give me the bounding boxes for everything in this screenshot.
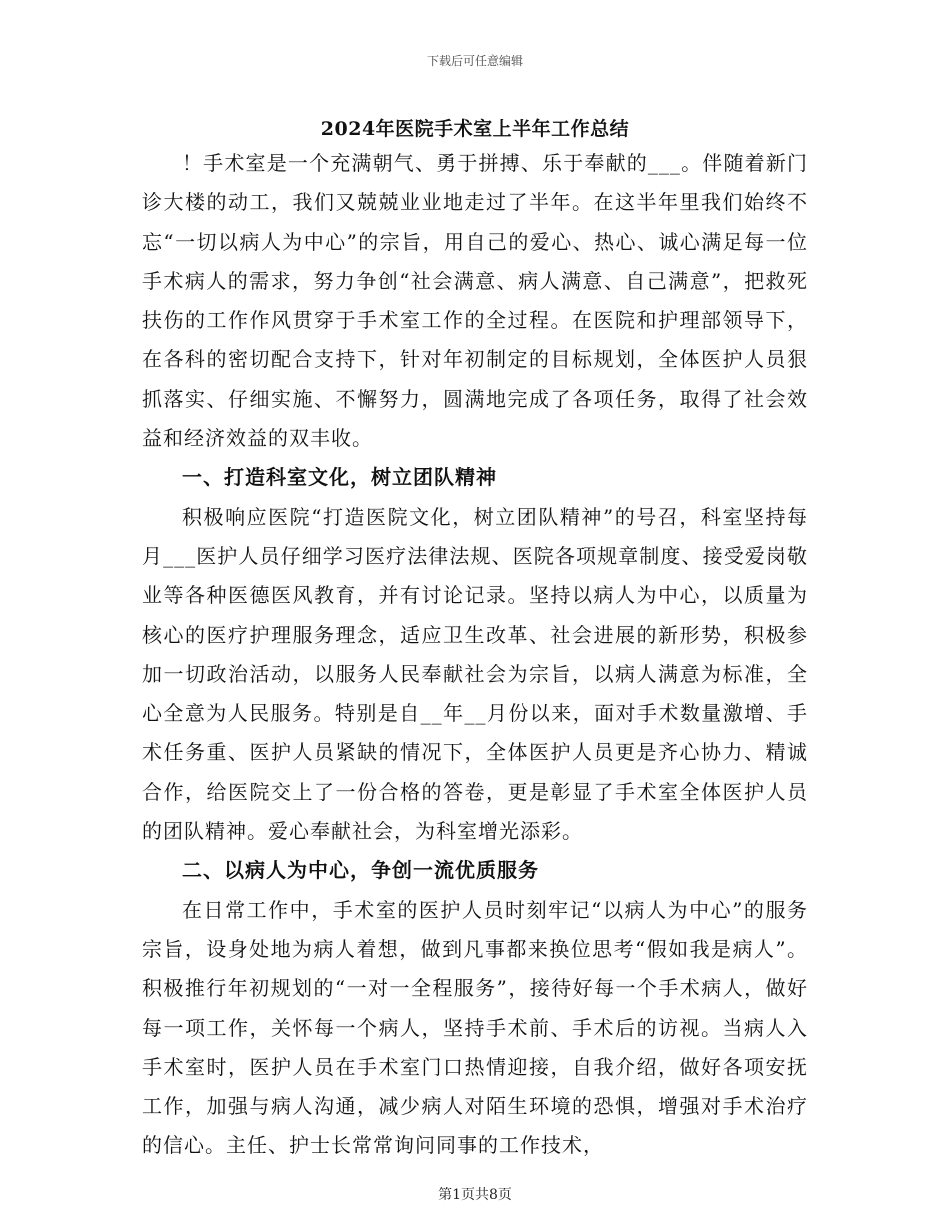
- section-1-paragraph: 积极响应医院“打造医院文化，树立团队精神”的号召，科室坚持每月___医护人员仔细学习医疗法律法规、医院各项规章制度、接受爱岗敬业等各种医德医风教育，并有讨论记录。坚持以病人为中心，以质量为核心的医疗护理服务理念，适应卫生改革、社会进展的新形势，积极参加一切政治活动，以服务人民奉献社会为宗旨，以病人满意为标准，全心全意为人民服务。特别是自__年__月份以来，面对手术数量激增、手术任务重、医护人员紧缺的情况下，全体医护人员更是齐心协力、精诚合作，给医院交上了一份合格的答卷，更是彰显了手术室全体医护人员的团队精神。爱心奉献社会，为科室增光添彩。: [142, 504, 808, 844]
- section-2-paragraph: 在日常工作中，手术室的医护人员时刻牢记“以病人为中心”的服务宗旨，设身处地为病人着想，做到凡事都来换位思考“假如我是病人”。积极推行年初规划的“一对一全程服务”，接待好每一个手术病人，做好每一项工作，关怀每一个病人，坚持手术前、手术后的访视。当病人入手术室时，医护人员在手术室门口热情迎接，自我介绍，做好各项安抚工作，加强与病人沟通，减少病人对陌生环境的恐惧，增强对手术治疗的信心。主任、护士长常常询问同事的工作技术，: [142, 897, 808, 1158]
- section-1-heading: 一、打造科室文化，树立团队精神: [182, 465, 497, 490]
- intro-paragraph: ！手术室是一个充满朝气、勇于拼搏、乐于奉献的___。伴随着新门诊大楼的动工，我们又兢兢业业地走过了半年。在这半年里我们始终不忘“一切以病人为中心”的宗旨，用自己的爱心、热心、诚心满足每一位手术病人的需求，努力争创“社会满意、病人满意、自己满意”，把救死扶伤的工作作风贯穿于手术室工作的全过程。在医院和护理部领导下，在各科的密切配合支持下，针对年初制定的目标规划，全体医护人员狠抓落实、仔细实施、不懈努力，圆满地完成了各项任务，取得了社会效益和经济效益的双丰收。: [142, 151, 808, 451]
- document-title: 2024年医院手术室上半年工作总结: [320, 118, 630, 140]
- page-header-note: 下载后可任意编辑: [426, 54, 523, 68]
- document-body: [142, 144, 808, 1166]
- page-number: 第1页共8页: [438, 1187, 512, 1203]
- section-2-heading: 二、以病人为中心，争创一流优质服务: [182, 858, 539, 883]
